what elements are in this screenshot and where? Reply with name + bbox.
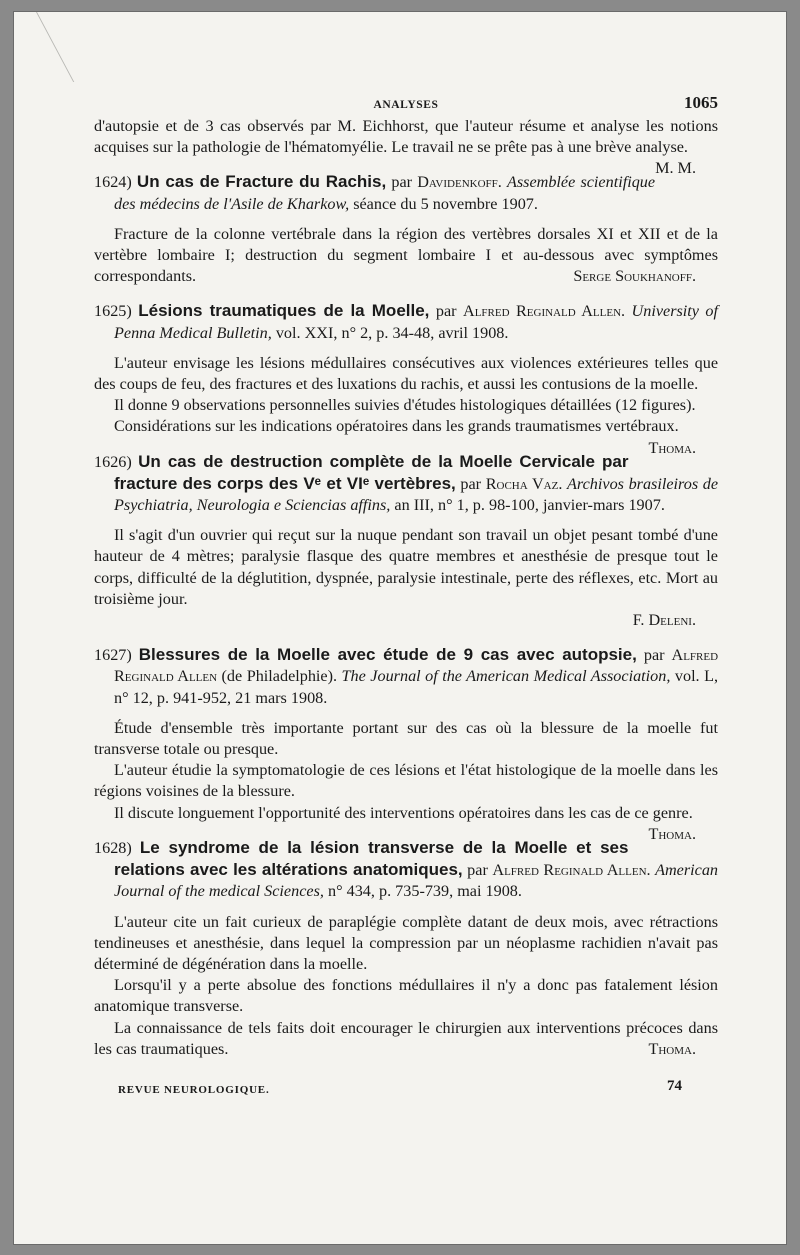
entry-paragraph [94,1018,718,1060]
entry-by: par [435,302,457,321]
entry-number: 1628) [94,838,132,857]
entry-source: American Journal of the medical Sciences, [114,861,719,901]
page-content [94,92,718,1096]
entry-title: Le syndrome de la lésion transverse de la Moelle et ses relations avec les altérations anatomiques, [114,837,629,880]
entry-paragraph: Il donne 9 observations personnelles suivies d'études histologiques détaillées (12 figures). [114,396,696,415]
entry-signature: Thoma. [648,438,696,457]
entry-heading [94,451,718,517]
page-number: 1065 [684,93,718,112]
entry-signature: F. Deleni. [632,611,696,630]
entry-paragraph: Lorsqu'il y a perte absolue des fonctions médullaires il n'y a donc pas fatalement lésion anatomique transverse. [94,976,718,1016]
entry-paragraph: Étude d'ensemble très importante portant sur des cas où la blessure de la moelle fut transverse totale ou presque. [94,718,718,759]
intro-paragraph [94,116,718,178]
entry-paragraph [94,803,718,843]
abstract-entry-1627 [94,644,719,843]
entry-title: Un cas de destruction complète de la Moelle Cervicale par fracture des corps des Vᵉ et VIᵉ vertèbres, [114,451,629,493]
abstract-entry-1624 [94,171,718,287]
entry-details: n° 434, p. 735-739, mai 1908. [327,882,522,901]
entry-by: par [643,646,665,665]
paragraph-text: Il discute longuement l'opportunité des interventions opératoires dans les cas de ce genre. [114,803,693,822]
entry-number: 1626) [94,452,132,471]
page-sheet [14,12,786,1244]
page-header [94,92,718,116]
entry-author: Davidenkoff. [417,173,502,192]
entry-author: Rocha Vaz. [485,474,563,493]
journal-name: REVUE NEUROLOGIQUE. [118,1083,270,1096]
entry-title: Blessures de la Moelle avec étude de 9 cas avec autopsie, [138,645,637,665]
entry-by: par [391,173,413,192]
entry-details: séance du 5 novembre 1907. [353,194,538,213]
entry-paragraph: Il s'agit d'un ouvrier qui reçut sur la nuque pendant son travail un objet pesant tombé d'une hauteur de 4 mètres; paralysie flasque des quatre membres et anesthésie de presque tout le corps, difficulté de la déglutition, dyspnée, paralysie intestinale, perte des réflexes, etc. Mort au troisième jour. [94,526,718,608]
paragraph-text: Fracture de la colonne vertébrale dans la région des vertèbres dorsales XI et XII et de la vertèbre lombaire I; destruction du segment lombaire I et au-dessous avec symptômes correspondants. [94,224,718,286]
entry-paragraph: L'auteur envisage les lésions médullaires consécutives aux violences extérieures telles que des coups de feu, des fractures et des luxations du rachis, et aussi les contusions de la moelle. [94,353,718,394]
entry-paragraph [94,416,718,457]
entry-author: Alfred Reginald Allen. [463,302,626,321]
entry-number: 1625) [94,302,132,321]
entry-signature: Serge Soukhanoff. [573,267,696,286]
entry-signature: Thoma. [648,1039,696,1058]
abstract-entry-1628 [94,837,718,1060]
intro-signature: M. M. [655,159,696,178]
entry-paragraph: L'auteur étudie la symptomatologie de ces lésions et l'état histologique de la moelle dans les régions voisines de la blessure. [94,761,718,801]
entry-title: Lésions traumatiques de la Moelle, [138,301,430,321]
paper-crease [36,12,114,82]
entry-author: Alfred Reginald Allen [114,646,719,686]
entry-source: Archivos brasileiros de Psychiatria, Neurologia e Sciencias affins, [114,474,719,515]
entry-heading [94,837,718,903]
signature-mark: 74 [667,1077,682,1094]
page-footer [94,1076,718,1096]
entry-by: par [460,474,482,493]
entry-title: Un cas de Fracture du Rachis, [136,172,387,192]
entry-details: an III, n° 1, p. 98-100, janvier-mars 1907. [394,496,665,515]
paragraph-text: Considérations sur les indications opératoires dans les grands traumatismes vertébraux. [114,417,679,436]
abstract-entry-1626 [94,451,718,632]
entry-source: University of Penna Medical Bulletin, [114,302,719,342]
paragraph-text: La connaissance de tels faits doit encourager le chirurgien aux interventions précoces dans les cas traumatiques. [94,1018,718,1058]
entry-author-suffix: (de Philadelphie). [221,667,338,686]
running-title: ANALYSES [373,99,439,111]
entry-by: par [467,861,488,880]
entry-heading [94,300,718,343]
intro-text: d'autopsie et de 3 cas observés par M. Eichhorst, que l'auteur résume et analyse les notions acquises sur la pathologie de l'hématomyélie. Le travail ne se prête pas à une brève analyse. [94,117,718,157]
entry-source: The Journal of the American Medical Association, [341,667,671,686]
entry-paragraph [94,224,718,288]
entry-signature: Thoma. [648,824,696,843]
entry-details: vol. XXI, n° 2, p. 34-48, avril 1908. [275,323,509,342]
abstract-entry-1625 [94,300,719,457]
entry-number: 1627) [94,646,132,665]
entry-details: vol. L, n° 12, p. 941-952, 21 mars 1908. [114,667,719,707]
entry-heading [94,171,718,214]
entry-source: Assemblée scientifique des médecins de l'Asile de Kharkow, [114,173,656,213]
entry-author: Alfred Reginald Allen. [492,861,651,880]
entry-heading [94,644,718,709]
entry-paragraph: L'auteur cite un fait curieux de paraplégie complète datant de deux mois, avec rétractions tendineuses et anesthésie, dans lequel la compression par un néoplasme rachidien n'avait pas déterminé de dégénération dans la moelle. [94,912,718,973]
entry-number: 1624) [94,173,132,192]
